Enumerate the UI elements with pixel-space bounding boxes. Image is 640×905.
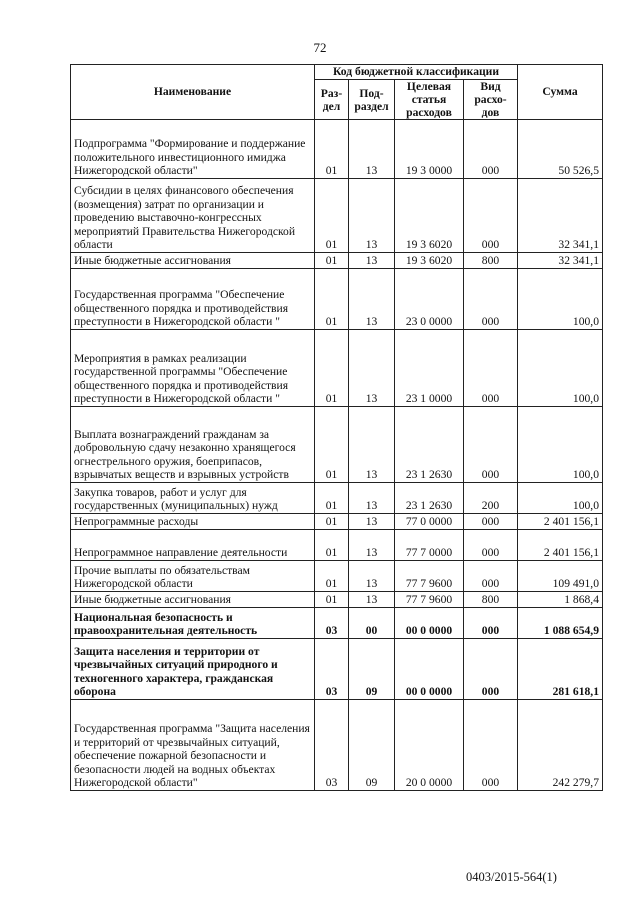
cell-vid: 000 (464, 407, 518, 483)
cell-summa: 242 279,7 (518, 700, 603, 791)
cell-vid: 000 (464, 179, 518, 253)
cell-celevaya: 19 3 0000 (395, 120, 464, 179)
page-number: 72 (313, 40, 327, 55)
cell-vid: 000 (464, 530, 518, 561)
header-classification-group: Код бюджетной классификации (315, 65, 518, 80)
table-row (71, 592, 603, 608)
cell-vid: 000 (464, 639, 518, 700)
cell-celevaya: 23 1 0000 (395, 330, 464, 407)
cell-podrazdel: 09 (349, 700, 395, 791)
cell-name: Закупка товаров, работ и услуг для государственных (муниципальных) нужд (71, 483, 315, 514)
document-code: 0403/2015-564(1) (466, 870, 557, 884)
cell-summa: 100,0 (518, 330, 603, 407)
cell-razdel: 01 (315, 269, 349, 330)
table-row (71, 608, 603, 639)
cell-podrazdel: 13 (349, 179, 395, 253)
cell-name: Непрограммные расходы (71, 514, 315, 530)
cell-razdel: 01 (315, 407, 349, 483)
table-row (71, 330, 603, 407)
cell-podrazdel: 09 (349, 639, 395, 700)
budget-table (70, 64, 603, 791)
table-row (71, 179, 603, 253)
header-name: Наименование (71, 65, 315, 120)
cell-podrazdel: 00 (349, 608, 395, 639)
cell-name: Иные бюджетные ассигнования (71, 592, 315, 608)
cell-podrazdel: 13 (349, 120, 395, 179)
cell-summa: 100,0 (518, 269, 603, 330)
cell-celevaya: 77 0 0000 (395, 514, 464, 530)
cell-name: Выплата вознаграждений гражданам за добровольную сдачу незаконно хранящегося огнестрельного оружия, боеприпасов, взрывчатых веществ и взрывных устройств (71, 407, 315, 483)
header-razdel: Раз-дел (315, 80, 349, 120)
cell-razdel: 03 (315, 639, 349, 700)
cell-name: Защита населения и территории от чрезвычайных ситуаций природного и техногенного характера, гражданская оборона (71, 639, 315, 700)
cell-razdel: 01 (315, 561, 349, 592)
cell-razdel: 03 (315, 700, 349, 791)
cell-razdel: 03 (315, 608, 349, 639)
cell-name: Государственная программа "Обеспечение общественного порядка и противодействия преступности в Нижегородской области " (71, 269, 315, 330)
cell-razdel: 01 (315, 120, 349, 179)
cell-name: Прочие выплаты по обязательствам Нижегородской области (71, 561, 315, 592)
cell-celevaya: 23 1 2630 (395, 407, 464, 483)
cell-celevaya: 77 7 0000 (395, 530, 464, 561)
cell-vid: 000 (464, 700, 518, 791)
cell-vid: 000 (464, 514, 518, 530)
cell-summa: 2 401 156,1 (518, 514, 603, 530)
cell-summa: 2 401 156,1 (518, 530, 603, 561)
cell-summa: 1 868,4 (518, 592, 603, 608)
table-row (71, 120, 603, 179)
cell-celevaya: 00 0 0000 (395, 639, 464, 700)
cell-podrazdel: 13 (349, 592, 395, 608)
table-row (71, 561, 603, 592)
cell-name: Государственная программа "Защита населения и территорий от чрезвычайных ситуаций, обеспечение пожарной безопасности и безопасности людей на водных объектах Нижегородской области" (71, 700, 315, 791)
cell-vid: 200 (464, 483, 518, 514)
cell-razdel: 01 (315, 253, 349, 269)
cell-vid: 000 (464, 608, 518, 639)
cell-vid: 000 (464, 269, 518, 330)
cell-vid: 000 (464, 330, 518, 407)
cell-name: Мероприятия в рамках реализации государственной программы "Обеспечение общественного порядка и противодействия преступности в Нижегородской области " (71, 330, 315, 407)
cell-celevaya: 77 7 9600 (395, 561, 464, 592)
cell-summa: 50 526,5 (518, 120, 603, 179)
cell-celevaya: 19 3 6020 (395, 179, 464, 253)
cell-celevaya: 00 0 0000 (395, 608, 464, 639)
header-podrazdel: Под-раздел (349, 80, 395, 120)
table-row (71, 269, 603, 330)
cell-celevaya: 19 3 6020 (395, 253, 464, 269)
table-row (71, 253, 603, 269)
table-row (71, 700, 603, 791)
cell-name: Субсидии в целях финансового обеспечения (возмещения) затрат по организации и проведению выставочно-конгрессных мероприятий Правительства Нижегородской области (71, 179, 315, 253)
cell-celevaya: 23 1 2630 (395, 483, 464, 514)
cell-summa: 100,0 (518, 483, 603, 514)
table-row (71, 407, 603, 483)
cell-razdel: 01 (315, 483, 349, 514)
cell-razdel: 01 (315, 592, 349, 608)
cell-podrazdel: 13 (349, 483, 395, 514)
cell-summa: 32 341,1 (518, 253, 603, 269)
cell-summa: 1 088 654,9 (518, 608, 603, 639)
header-vid: Вид расхо-дов (464, 80, 518, 120)
cell-name: Подпрограмма "Формирование и поддержание положительного инвестиционного имиджа Нижегородской области" (71, 120, 315, 179)
cell-name: Иные бюджетные ассигнования (71, 253, 315, 269)
cell-vid: 800 (464, 592, 518, 608)
cell-podrazdel: 13 (349, 407, 395, 483)
cell-vid: 000 (464, 120, 518, 179)
table-row (71, 483, 603, 514)
table-row (71, 514, 603, 530)
cell-summa: 281 618,1 (518, 639, 603, 700)
table-body (71, 120, 603, 791)
cell-celevaya: 77 7 9600 (395, 592, 464, 608)
cell-razdel: 01 (315, 179, 349, 253)
cell-name: Национальная безопасность и правоохранительная деятельность (71, 608, 315, 639)
cell-summa: 100,0 (518, 407, 603, 483)
header-celevaya: Целевая статья расходов (395, 80, 464, 120)
header-summa: Сумма (518, 65, 603, 120)
cell-podrazdel: 13 (349, 253, 395, 269)
table-row (71, 639, 603, 700)
cell-podrazdel: 13 (349, 561, 395, 592)
cell-podrazdel: 13 (349, 530, 395, 561)
cell-podrazdel: 13 (349, 269, 395, 330)
cell-vid: 800 (464, 253, 518, 269)
cell-summa: 32 341,1 (518, 179, 603, 253)
cell-celevaya: 20 0 0000 (395, 700, 464, 791)
table-header (71, 65, 603, 120)
cell-razdel: 01 (315, 530, 349, 561)
cell-vid: 000 (464, 561, 518, 592)
cell-celevaya: 23 0 0000 (395, 269, 464, 330)
cell-summa: 109 491,0 (518, 561, 603, 592)
table-row (71, 530, 603, 561)
cell-name: Непрограммное направление деятельности (71, 530, 315, 561)
cell-razdel: 01 (315, 514, 349, 530)
cell-razdel: 01 (315, 330, 349, 407)
cell-podrazdel: 13 (349, 330, 395, 407)
cell-podrazdel: 13 (349, 514, 395, 530)
